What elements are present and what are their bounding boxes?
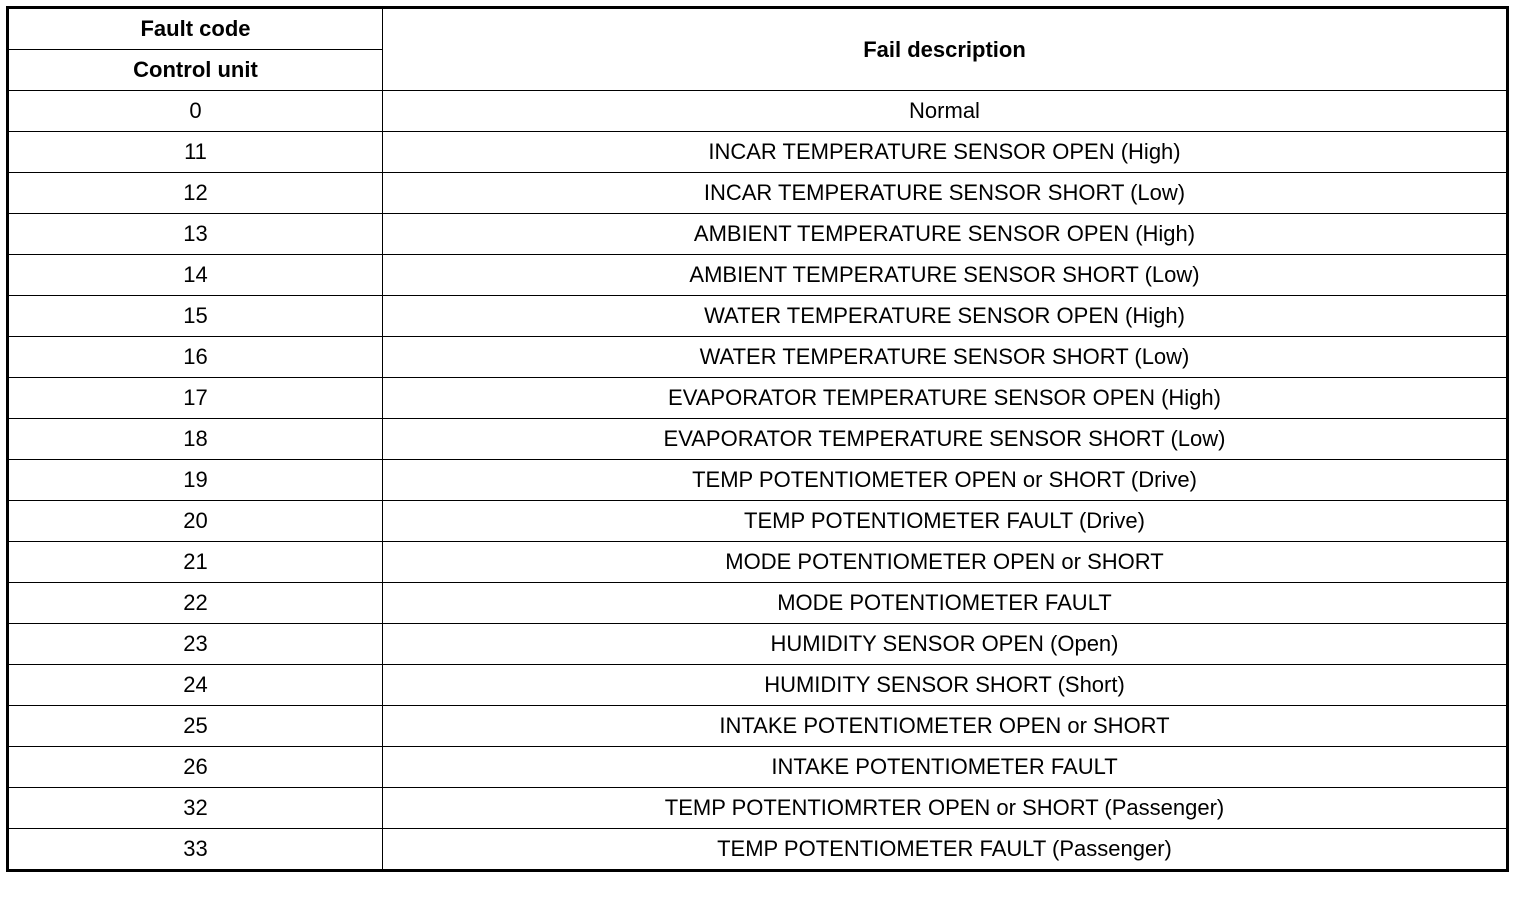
fail-description-cell: TEMP POTENTIOMETER FAULT (Passenger) bbox=[383, 829, 1508, 871]
fault-code-cell: 25 bbox=[8, 706, 383, 747]
fault-code-cell: 21 bbox=[8, 542, 383, 583]
fault-code-cell: 0 bbox=[8, 91, 383, 132]
fault-code-cell: 26 bbox=[8, 747, 383, 788]
table-header bbox=[8, 8, 1508, 91]
table-row bbox=[8, 829, 1508, 871]
fail-description-cell: MODE POTENTIOMETER FAULT bbox=[383, 583, 1508, 624]
fail-description-cell: EVAPORATOR TEMPERATURE SENSOR SHORT (Low) bbox=[383, 419, 1508, 460]
table-row bbox=[8, 378, 1508, 419]
fail-description-cell: INTAKE POTENTIOMETER FAULT bbox=[383, 747, 1508, 788]
table-row bbox=[8, 255, 1508, 296]
fault-code-cell: 15 bbox=[8, 296, 383, 337]
fail-description-cell: MODE POTENTIOMETER OPEN or SHORT bbox=[383, 542, 1508, 583]
fail-description-cell: TEMP POTENTIOMRTER OPEN or SHORT (Passenger) bbox=[383, 788, 1508, 829]
fault-code-cell: 19 bbox=[8, 460, 383, 501]
fault-code-cell: 17 bbox=[8, 378, 383, 419]
fail-description-cell: AMBIENT TEMPERATURE SENSOR SHORT (Low) bbox=[383, 255, 1508, 296]
fail-description-cell: AMBIENT TEMPERATURE SENSOR OPEN (High) bbox=[383, 214, 1508, 255]
fail-description-cell: WATER TEMPERATURE SENSOR SHORT (Low) bbox=[383, 337, 1508, 378]
fault-code-cell: 32 bbox=[8, 788, 383, 829]
fault-code-cell: 22 bbox=[8, 583, 383, 624]
table-row bbox=[8, 624, 1508, 665]
fail-description-cell: WATER TEMPERATURE SENSOR OPEN (High) bbox=[383, 296, 1508, 337]
fail-description-cell: INCAR TEMPERATURE SENSOR SHORT (Low) bbox=[383, 173, 1508, 214]
fault-code-cell: 13 bbox=[8, 214, 383, 255]
fault-code-cell: 12 bbox=[8, 173, 383, 214]
table-row bbox=[8, 214, 1508, 255]
table-row bbox=[8, 91, 1508, 132]
fault-code-table bbox=[6, 6, 1509, 872]
table-row bbox=[8, 419, 1508, 460]
fault-code-cell: 33 bbox=[8, 829, 383, 871]
fault-code-cell: 14 bbox=[8, 255, 383, 296]
table-row bbox=[8, 337, 1508, 378]
fail-description-cell: Normal bbox=[383, 91, 1508, 132]
fail-description-cell: HUMIDITY SENSOR SHORT (Short) bbox=[383, 665, 1508, 706]
fail-description-cell: INTAKE POTENTIOMETER OPEN or SHORT bbox=[383, 706, 1508, 747]
fault-code-cell: 24 bbox=[8, 665, 383, 706]
table-row bbox=[8, 460, 1508, 501]
table-row bbox=[8, 788, 1508, 829]
fail-description-cell: HUMIDITY SENSOR OPEN (Open) bbox=[383, 624, 1508, 665]
fail-description-cell: EVAPORATOR TEMPERATURE SENSOR OPEN (High) bbox=[383, 378, 1508, 419]
table-row bbox=[8, 542, 1508, 583]
header-control-unit: Control unit bbox=[8, 50, 383, 91]
fail-description-cell: TEMP POTENTIOMETER FAULT (Drive) bbox=[383, 501, 1508, 542]
table-row bbox=[8, 132, 1508, 173]
fault-code-cell: 11 bbox=[8, 132, 383, 173]
fail-description-cell: TEMP POTENTIOMETER OPEN or SHORT (Drive) bbox=[383, 460, 1508, 501]
table-row bbox=[8, 173, 1508, 214]
fault-code-cell: 16 bbox=[8, 337, 383, 378]
fail-description-cell: INCAR TEMPERATURE SENSOR OPEN (High) bbox=[383, 132, 1508, 173]
fault-code-cell: 18 bbox=[8, 419, 383, 460]
header-fail-description: Fail description bbox=[383, 8, 1508, 91]
table-body bbox=[8, 91, 1508, 871]
header-row bbox=[8, 8, 1508, 50]
table-row bbox=[8, 583, 1508, 624]
header-fault-code: Fault code bbox=[8, 8, 383, 50]
table-row bbox=[8, 501, 1508, 542]
table-row bbox=[8, 296, 1508, 337]
fault-code-cell: 23 bbox=[8, 624, 383, 665]
table-row bbox=[8, 706, 1508, 747]
table-row bbox=[8, 747, 1508, 788]
table-row bbox=[8, 665, 1508, 706]
fault-code-cell: 20 bbox=[8, 501, 383, 542]
